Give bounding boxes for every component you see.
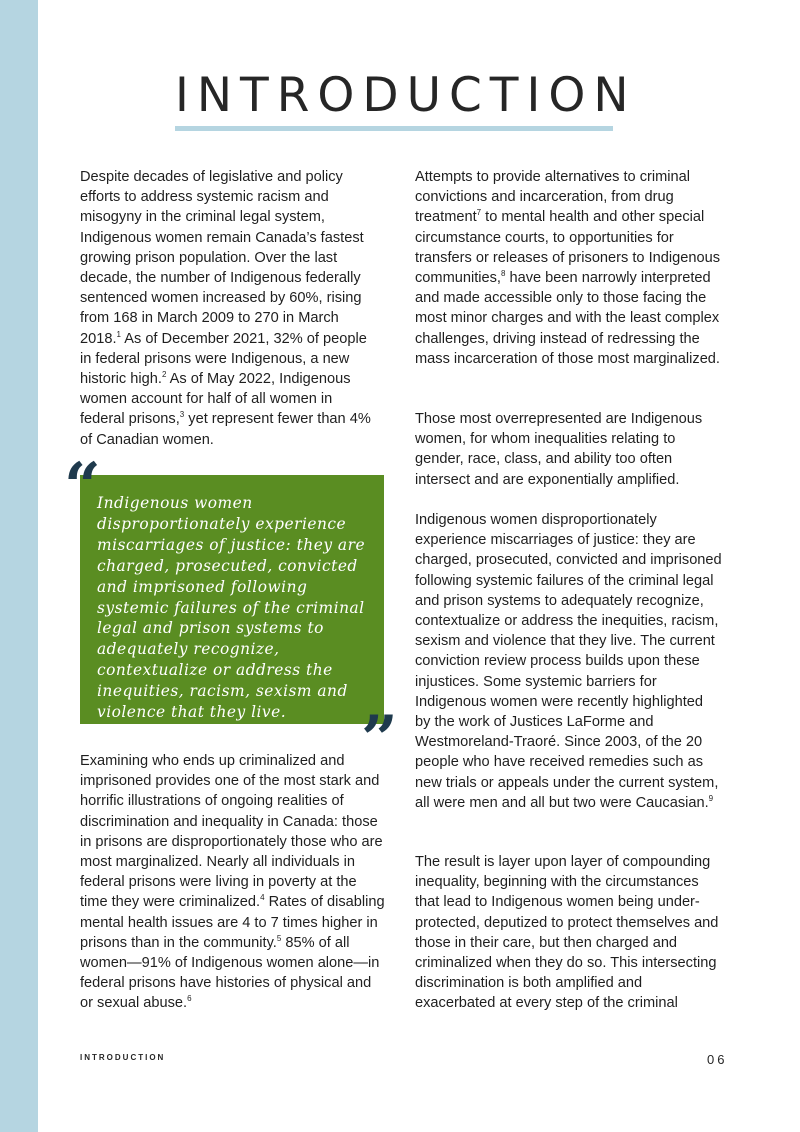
right-paragraph-2: Those most overrepresented are Indigenous women, for whom inequalities relating to gender, race, class, and ability too often intersect and are exponentially amplified. (415, 411, 703, 488)
page-number: 06 (707, 1052, 728, 1067)
footnote-ref: 8 (500, 269, 506, 279)
footnote-ref: 9 (708, 793, 714, 803)
footnote-ref: 6 (187, 994, 192, 1004)
footer-section-label: INTRODUCTION (80, 1053, 166, 1062)
footnote-ref: 3 (179, 410, 185, 420)
open-quote-icon: “ (64, 449, 101, 524)
footnote-ref: 5 (276, 933, 282, 943)
close-quote-icon: ” (361, 702, 398, 777)
left-paragraph-1: Despite decades of legislative and policy efforts to address systemic racism and misogyny in the criminal legal system, Indigenous women remain Canada’s fastest growing prison population. Over the last decade, the number of Indigenous federally sentenced women increased by 60%, rising from 168 in March 2009 to 270 in March 2018.$^1$ As of December 2021, 32% of people in federal prisons were Indigenous, a new historic high.$^2$ As of May 2022, Indigenous women account for half of all women in federal prisons,$^3$ yet represent fewer than 4% of Canadian women. (80, 169, 371, 448)
page-title: INTRODUCTION (175, 68, 637, 123)
pull-quote-text: Indigenous women disproportionately experience miscarriages of justice: they are charged, prosecuted, convicted and imprisoned following systemic failures of the criminal legal and prison systems to adequately recognize, contextualize or address the inequities, racism, sexism and violence that they live. (97, 494, 366, 722)
footnote-ref: 1 (116, 329, 121, 339)
right-paragraph-3: Indigenous women disproportionately experience miscarriages of justice: they are charged, prosecuted, convicted and imprisoned following systemic failures of the criminal legal and prison systems to adequately recognize, contextualize or address the inequities, racism, sexism and violence that they live. The current conviction review process builds upon these injustices. Some systemic barriers for Indigenous women were recently highlighted by the work of Justices LaForme and Westmoreland-Traoré. Since 2003, of the 20 people who have received remedies such as new trials or appeals under the current system, all were men and all but two were Caucasian.$^9$ (415, 512, 722, 811)
left-paragraph-2: Examining who ends up criminalized and imprisoned provides one of the most stark and horrific illustrations of ongoing realities of discrimination and inequality in Canada: those in prisons are disproportionately those who are most marginalized. Nearly all individuals in federal prisons were living in poverty at the time they were criminalized.$^4$ Rates of disabling mental health issues are 4 to 7 times higher in prisons than in the community.$^5$ 85% of all women—91% of Indigenous women alone—in federal prisons have histories of physical and or sexual abuse.$^6$ (80, 753, 385, 1012)
right-paragraph-1: Attempts to provide alternatives to criminal convictions and incarceration, from drug treatment$^7$ to mental health and other special circumstance courts, to opportunities for transfers or releases of prisoners to Indigenous communities,$^8$ have been narrowly interpreted and made accessible only to those facing the most minor charges and with the least complex challenges, driving instead of redressing the mass incarceration of those most marginalized. (415, 169, 721, 367)
footnote-ref: 4 (260, 893, 265, 903)
footnote-ref: 2 (161, 370, 167, 380)
title-underline (175, 126, 613, 131)
right-paragraph-4: The result is layer upon layer of compounding inequality, beginning with the circumstances that lead to Indigenous women being under-protected, deputized to protect themselves and those in their care, but then charged and criminalized when they do so. This intersecting discrimination is both amplified and exacerbated at every step of the criminal (415, 854, 719, 1012)
footnote-ref: 7 (476, 208, 482, 218)
side-color-band (0, 0, 38, 1132)
